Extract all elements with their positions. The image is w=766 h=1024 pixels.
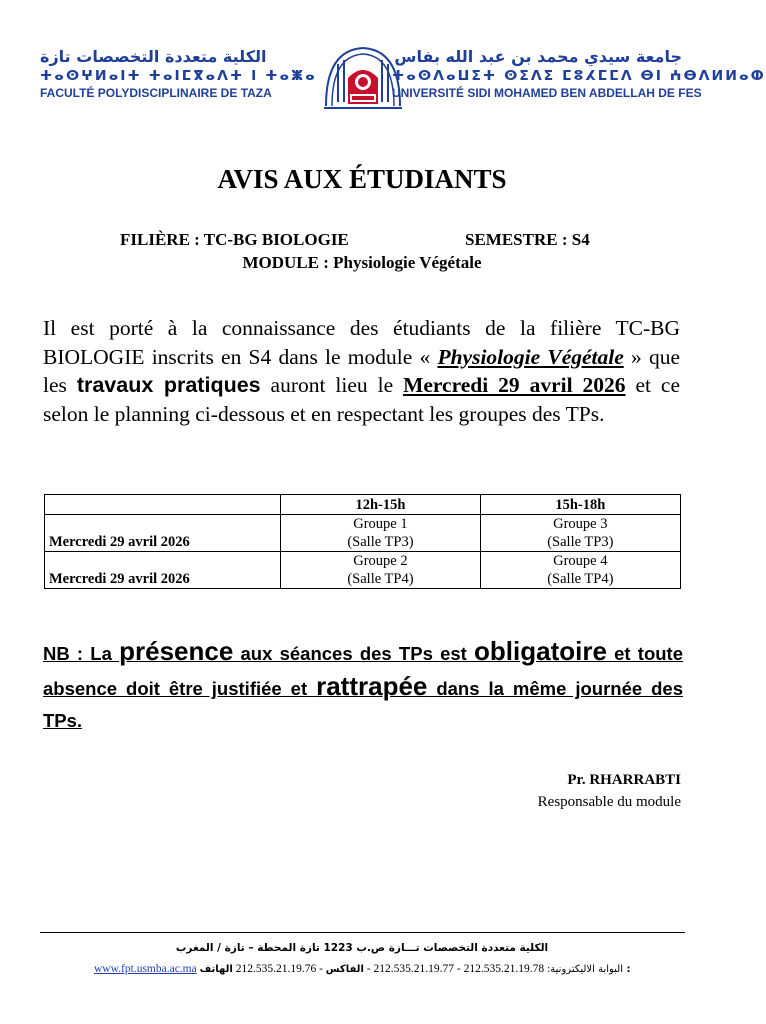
row-date: Mercredi 29 avril 2026 [45,515,281,552]
para-text-4: et ce selon le planning ci-dessous et en respectant les groupes des TPs. [43,373,681,426]
nb-text-3: et toute absence doit être justifiée et [43,643,684,699]
signature-block [538,770,681,814]
row-date: Mercredi 29 avril 2026 [45,552,281,589]
notice-paragraph [43,314,680,428]
row-slot-2 [480,552,680,589]
website-link[interactable]: www.fpt.usmba.ac.ma [94,963,197,975]
footer-divider [40,932,685,933]
table-row [45,552,681,589]
table-row [45,515,681,552]
faculty-name-block [40,47,330,101]
row-slot-1 [281,552,480,589]
nb-text-4: dans la même journée des TPs. [43,678,683,731]
para-text-2: » que les [43,344,680,397]
nb-presence: présence [119,636,234,666]
nb-notice [43,635,683,737]
notice-title: AVIS AUX ÉTUDIANTS [217,164,507,194]
nb-obligatoire: obligatoire [474,636,607,666]
nb-text-1: NB : La [43,643,120,664]
university-name-tifinagh: ⵜⴰⵙⴷⴰⵡⵉⵜ ⵙⵉⴷⵉ ⵎⵓⵃⵎⵎⴷ ⴱⵏ ⵄⴱⴷⵍⵍⴰⵀ [392,68,766,84]
header-slot-1: 12h-15h [281,495,480,515]
group-label: Groupe 1 [353,516,408,532]
phone-numbers: 212.535.21.19.78 - 212.535.21.19.77 [373,963,545,975]
nb-text-2: aux séances des TPs est [233,643,475,664]
para-text-1: Il est porté à la connaissance des étudiants de la filière TC-BG BIOLOGIE inscrits en S4 dans le module « [43,316,680,369]
fax-label: الفاكس [325,964,364,975]
signatory-role: Responsable du module [537,794,681,810]
module-name: Physiologie Végétale [437,344,624,369]
group-label: Groupe 2 [353,553,408,569]
table-header-row [45,495,681,515]
room-label: (Salle TP3) [347,534,414,550]
university-name-arabic: جامعة سيدي محمد بن عبد الله بفاس [394,47,682,66]
footer-contact: www.fpt.usmba.ac.ma البوابة الاليكترونية: 212.535.21.19.78 - 212.535.21.19.77 - الفاكس - 212.535.21.19.76 الهاتف : [94,963,631,975]
signatory-name: Pr. RHARRABTI [567,772,681,788]
room-label: (Salle TP3) [547,534,614,550]
row-slot-1 [281,515,480,552]
university-name-french: UNIVERSITÉ SIDI MOHAMED BEN ABDELLAH DE FES [392,86,702,100]
tel-label: الهاتف : [199,964,631,975]
university-name-block [392,47,766,101]
room-label: (Salle TP4) [547,571,614,587]
phone-number: 212.535.21.19.76 [235,963,317,975]
faculty-name-arabic: الكلية متعددة التخصصات تازة [40,47,267,66]
footer-address: الكلية متعددة التخصصات تـــازة ص.ب 1223 تازة المحطة – تازة / المغرب [175,942,549,954]
row-slot-2 [480,515,680,552]
header-slot-2: 15h-18h [480,495,680,515]
tp-label: travaux pratiques [76,373,261,397]
faculty-name-french: FACULTÉ POLYDISCIPLINAIRE DE TAZA [40,86,272,100]
group-label: Groupe 3 [553,516,608,532]
semestre-label: SEMESTRE : S4 [465,230,590,249]
room-label: (Salle TP4) [347,571,414,587]
session-date: Mercredi 29 avril 2026 [403,373,626,397]
filiere-label: FILIÈRE : TC-BG BIOLOGIE [120,230,349,249]
nb-rattrapee: rattrapée [316,671,428,701]
module-label: MODULE : Physiologie Végétale [242,253,482,272]
portal-label: البوابة الاليكترونية: [546,964,624,975]
header-empty-cell [45,495,281,515]
faculty-name-tifinagh: ⵜⴰⵙⵖⵍⴰⵏⵜ ⵜⴰⵏⵎⴳⴰⴷⵜ ⵏ ⵜⴰⵥⴰ [40,68,317,84]
para-text-3: auront lieu le [260,373,404,397]
group-label: Groupe 4 [553,553,608,569]
schedule-table [44,494,681,589]
